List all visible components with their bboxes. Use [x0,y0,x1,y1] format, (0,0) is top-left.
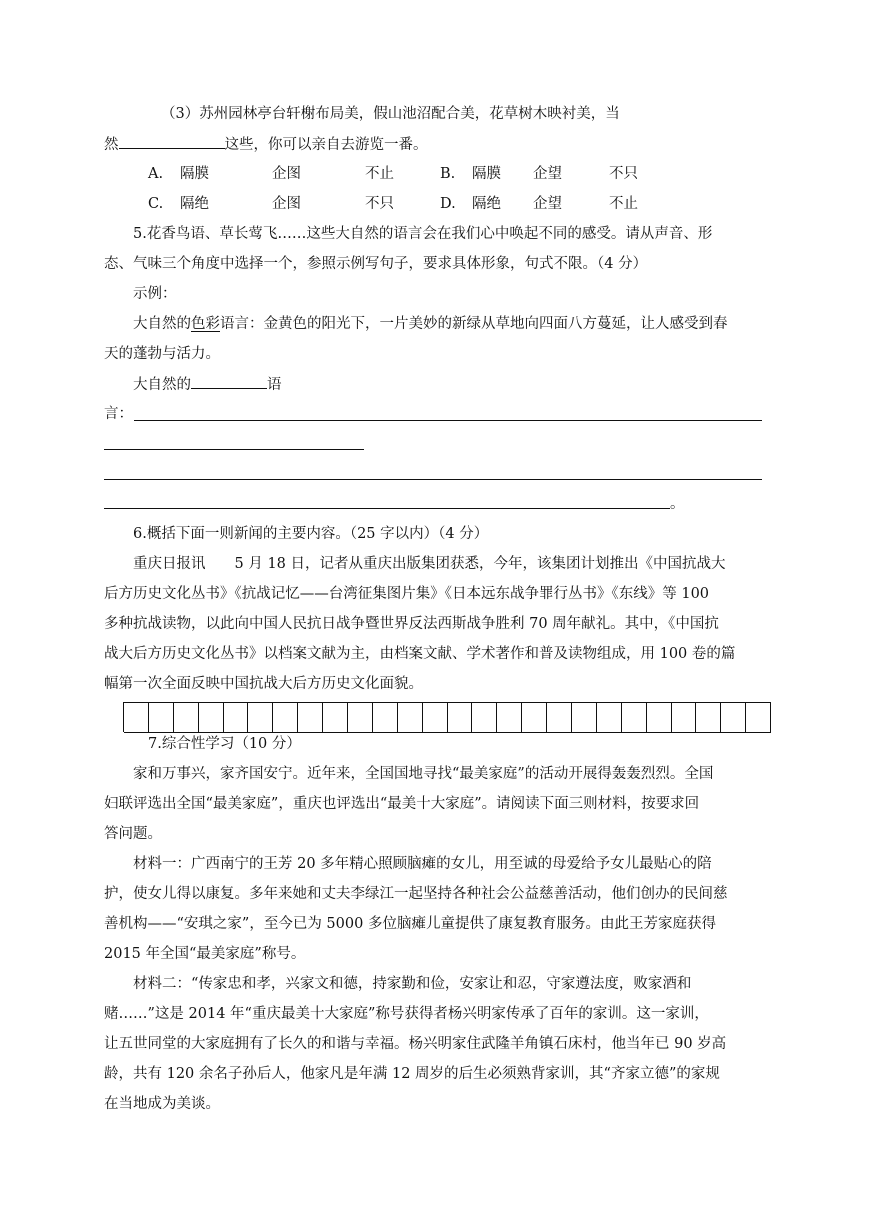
material2-line: 材料二：“传家忠和孝，兴家文和德，持家勤和俭，安家让和忍，守家遵法度，败家酒和 [133,976,692,992]
q4-3-line2 [104,134,428,155]
q6-paragraph-line: 多种抗战读物，以此向中国人民抗日战争暨世界反法西斯战争胜利 70 周年献礼。其中，《中国抗 [104,616,719,632]
option-word: 不只 [609,166,638,182]
grid-cell[interactable] [647,702,672,733]
grid-cell[interactable] [398,702,423,733]
grid-cell[interactable] [497,702,522,733]
grid-cell[interactable] [273,702,298,733]
answer-line[interactable] [104,479,762,480]
grid-cell[interactable] [323,702,348,733]
grid-cell[interactable] [298,702,323,733]
q7-intro-line: 答问题。 [104,826,162,842]
grid-cell[interactable] [472,702,497,733]
material1-line: 护，使女儿得以康复。多年来她和丈夫李绿江一起坚持各种社会公益慈善活动，他们创办的民间慈 [104,886,728,902]
grid-cell[interactable] [174,702,199,733]
grid-cell[interactable] [149,702,174,733]
grid-cell[interactable] [572,702,597,733]
q5-example-line2: 天的蓬勃与活力。 [104,346,220,362]
option-word: 企望 [533,166,562,182]
q6-paragraph-line: 幅第一次全面反映中国抗战大后方历史文化面貌。 [104,676,423,692]
grid-cell[interactable] [199,702,224,733]
q5-example-prefix: 大自然的 [133,316,191,332]
q5-end-mark: 。 [670,496,685,512]
q5-line1: 5.花香鸟语、草长莺飞……这些大自然的语言会在我们心中唤起不同的感受。请从声音、形 [133,226,713,242]
grid-cell[interactable] [423,702,448,733]
grid-cell[interactable] [348,702,373,733]
grid-cell[interactable] [248,702,273,733]
q5-example-line1 [133,314,728,334]
q7-intro-line: 家和万事兴，家齐国安宁。近年来，全国国地寻找“最美家庭”的活动开展得轰轰烈烈。全国 [133,766,714,782]
q7-title: 7.综合性学习（10 分） [148,736,301,752]
q4-3-prefix: 然 [104,137,119,153]
option-letter: D. [440,196,456,212]
q6-title: 6.概括下面一则新闻的主要内容。（25 字以内）（4 分） [133,526,489,542]
q5-answer-line1 [133,374,282,395]
option-word: 企望 [533,196,562,212]
grid-cell[interactable] [721,702,746,733]
q7-intro-line: 妇联评选出全国“最美家庭”，重庆也评选出“最美十大家庭”。请阅读下面三则材料，按要求回 [104,796,700,812]
material2-line: 赌……”这是 2014 年“重庆最美十大家庭”称号获得者杨兴明家传承了百年的家训。这一家训， [104,1006,709,1022]
option-word: 隔绝 [180,196,209,212]
option-letter: C. [148,196,164,212]
material1-line: 材料一：广西南宁的王芳 20 多年精心照顾脑瘫的女儿，用至诚的母爱给予女儿最贴心的陪 [133,856,712,872]
material2-line: 让五世同堂的大家庭拥有了长久的和谐与幸福。杨兴明家住武隆羊角镇石床村，他当年已 90 岁高 [104,1036,727,1052]
material1-line: 善机构——“安琪之家”，至今已为 5000 多位脑瘫儿童提供了康复教育服务。由此王芳家庭获得 [104,916,716,932]
grid-cell[interactable] [373,702,398,733]
grid-cell[interactable] [696,702,721,733]
option-word: 企图 [272,196,301,212]
grid-cell[interactable] [124,702,149,733]
answer-line[interactable] [134,420,762,421]
grid-cell[interactable] [522,702,547,733]
option-letter: B. [440,166,456,182]
option-word: 不只 [365,196,394,212]
option-word: 隔绝 [472,196,501,212]
material2-line: 龄，共有 120 余名子孙后人，他家凡是年满 12 周岁的后生必须熟背家训，其“齐家立德”的家规 [104,1066,720,1082]
q5-answer-blank[interactable] [191,374,267,389]
grid-cell[interactable] [224,702,249,733]
material2-line: 在当地成为美谈。 [104,1096,220,1112]
grid-cell[interactable] [672,702,697,733]
q5-answer-line2-prefix: 言： [104,406,133,422]
option-word: 不止 [609,196,638,212]
q5-answer-suffix: 语 [267,377,282,393]
q4-3-blank[interactable] [119,134,225,149]
option-word: 不止 [365,166,394,182]
q5-example-keyword: 色彩 [191,316,220,332]
q4-3-suffix: 这些，你可以亲自去游览一番。 [224,137,428,153]
option-word: 隔膜 [472,166,501,182]
grid-cell[interactable] [448,702,473,733]
grid-cell[interactable] [547,702,572,733]
q6-paragraph-line: 重庆日报讯 5 月 18 日，记者从重庆出版集团获悉，今年，该集团计划推出《中国抗战大 [133,556,726,572]
grid-cell[interactable] [746,702,771,733]
q5-example-rest: 语言：金黄色的阳光下，一片美妙的新绿从草地向四面八方蔓延，让人感受到春 [220,316,728,332]
option-word: 隔膜 [180,166,209,182]
option-letter: A. [148,166,164,182]
q4-3-line1: （3）苏州园林亭台轩榭布局美，假山池沼配合美，花草树木映衬美，当 [161,106,620,122]
option-word: 企图 [272,166,301,182]
answer-line[interactable] [104,449,364,450]
material1-line: 2015 年全国“最美家庭”称号。 [104,946,306,962]
q6-paragraph-line: 战大后方历史文化丛书》以档案文献为主，由档案文献、学术著作和普及读物组成，用 100 卷的篇 [104,646,736,662]
q6-paragraph-line: 后方历史文化丛书》《抗战记忆——台湾征集图片集》《日本远东战争罪行丛书》《东线》等 100 [104,586,710,602]
q5-line2: 态、气味三个角度中选择一个，参照示例写句子，要求具体形象，句式不限。（4 分） [104,256,648,272]
q5-example-label: 示例： [133,286,177,302]
answer-line[interactable] [104,508,670,509]
grid-cell[interactable] [597,702,622,733]
grid-cell[interactable] [622,702,647,733]
q5-answer-prefix: 大自然的 [133,377,191,393]
answer-grid[interactable] [123,702,771,732]
